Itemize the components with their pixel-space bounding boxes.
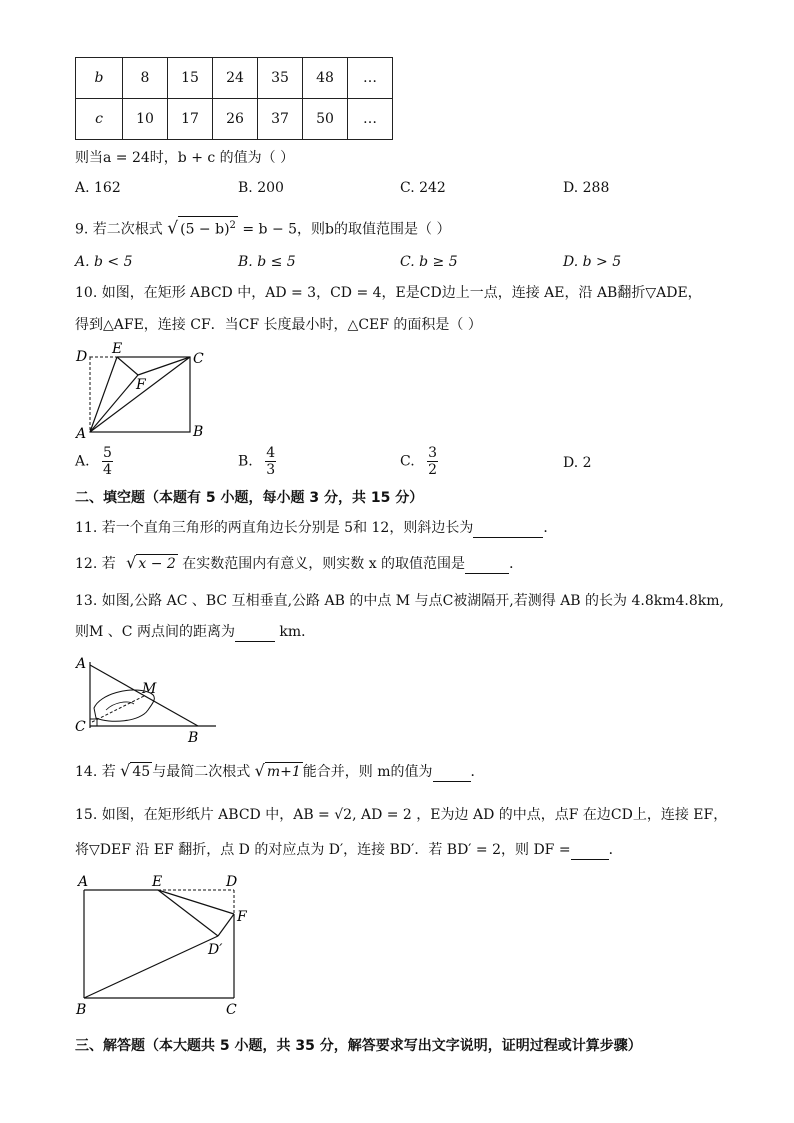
table-cell: 24 <box>213 58 258 99</box>
label-c: C <box>75 719 86 735</box>
table-row <box>76 99 393 140</box>
label-a: A <box>78 874 89 890</box>
q9-expr: (5 − b) <box>180 221 230 238</box>
q13-unit: km． <box>279 624 316 640</box>
section-3-heading: 三、解答题（本大题共 5 小题，共 35 分，解答要求写出文字说明，证明过程或计算步骤） <box>75 1038 642 1054</box>
q9-option-d: D. b > 5 <box>563 254 622 270</box>
q9-option-b: B. b ≤ 5 <box>238 254 296 270</box>
q10-figure <box>72 342 212 442</box>
table-cell: 26 <box>213 99 258 140</box>
q14: 14. 若 √ 45 与最简二次根式 √ m+1 能合并，则 m的值为 ． <box>75 761 485 780</box>
answer-blank[interactable] <box>473 519 543 538</box>
label-a: A <box>76 656 87 672</box>
q15-text: 将▽DEF 沿 EF 翻折，点 D 的对应点为 D′，连接 BD′．若 BD′ = 2，则 DF = <box>75 842 571 858</box>
q8-option-c: C. 242 <box>400 180 446 196</box>
denominator: 3 <box>266 462 276 478</box>
table-cell: 8 <box>123 58 168 99</box>
answer-blank[interactable] <box>465 555 509 574</box>
q15-figure <box>72 870 262 1020</box>
answer-blank[interactable] <box>433 763 471 782</box>
q12: 12. 若 √ x − 2 在实数范围内有意义，则实数 x 的取值范围是 ． <box>75 553 524 572</box>
label-f: F <box>136 377 146 393</box>
table-row <box>76 58 393 99</box>
denominator: 2 <box>428 462 438 478</box>
label-e: E <box>152 874 163 890</box>
q14-mid: 与最简二次根式 <box>152 764 251 780</box>
label-a: A <box>76 426 87 442</box>
q12-radicand: x − 2 <box>138 556 176 572</box>
q14-prefix: 14. 若 <box>75 764 116 780</box>
q10-option-c <box>400 445 438 478</box>
q12-suffix: 在实数范围内有意义，则实数 x 的取值范围是 <box>182 556 466 572</box>
data-table <box>75 57 393 140</box>
label-d: D <box>226 874 238 890</box>
q13-text: 则M 、C 两点间的距离为 <box>75 624 235 640</box>
section-2-heading: 二、填空题（本题有 5 小题，每小题 3 分，共 15 分） <box>75 490 424 506</box>
q14-radical-2: m+1 <box>266 764 301 780</box>
option-label: C. <box>400 453 415 470</box>
table-cell: b <box>76 58 123 99</box>
q9-option-a: A. b < 5 <box>75 254 133 270</box>
q14-suffix: 能合并，则 m的值为 <box>302 764 433 780</box>
q8-stem: 则当a = 24时，b + c 的值为（ ） <box>75 150 295 166</box>
q13-figure <box>70 650 230 745</box>
table-cell: 50 <box>303 99 348 140</box>
table-cell: c <box>76 99 123 140</box>
q15-line2: 将▽DEF 沿 EF 翻折，点 D 的对应点为 D′，连接 BD′．若 BD′ = 2，则 DF = ． <box>75 842 623 858</box>
label-c: C <box>226 1002 237 1018</box>
table-cell: 10 <box>123 99 168 140</box>
q8-option-a: A. 162 <box>75 180 121 196</box>
q10-option-b <box>238 445 276 478</box>
label-d-prime: D′ <box>208 942 223 958</box>
q9-suffix: = b − 5，则b的取值范围是（ ） <box>242 221 451 238</box>
numerator: 4 <box>266 445 276 461</box>
q8-option-b: B. 200 <box>238 180 284 196</box>
q15-line1: 15. 如图，在矩形纸片 ABCD 中，AB = √2, AD = 2 ，E为边 AD 的中点，点F 在边CD上，连接 EF， <box>75 807 728 823</box>
q13-line2 <box>75 623 315 642</box>
table-cell: 15 <box>168 58 213 99</box>
q9-option-c: C. b ≥ 5 <box>400 254 458 270</box>
label-b: B <box>76 1002 87 1018</box>
label-m: M <box>142 681 157 697</box>
q10-option-a <box>75 445 113 478</box>
numerator: 3 <box>428 445 438 461</box>
q10-line1: 10. 如图，在矩形 ABCD 中，AD = 3，CD = 4，E是CD边上一点，连接 AE，沿 AB翻折▽ADE， <box>75 285 702 301</box>
label-b: B <box>193 424 204 440</box>
answer-blank[interactable] <box>235 623 275 642</box>
q10-option-d: D. 2 <box>563 455 592 471</box>
label-b: B <box>188 730 199 745</box>
q9-prefix: 9. 若二次根式 <box>75 221 163 238</box>
numerator: 5 <box>103 445 112 461</box>
option-label: B. <box>238 453 253 470</box>
table-cell: 35 <box>258 58 303 99</box>
table-cell: 37 <box>258 99 303 140</box>
denominator: 4 <box>103 462 112 478</box>
q14-radical-1: 45 <box>132 764 151 780</box>
label-e: E <box>112 342 123 357</box>
table-cell: 17 <box>168 99 213 140</box>
q9-stem: 9. 若二次根式 √ $(5 - b)^2 = b - 5$，则b的取值范围是（ ） <box>75 216 450 239</box>
q12-prefix: 12. 若 <box>75 556 116 572</box>
label-d: D <box>76 349 88 365</box>
table-cell: … <box>348 58 393 99</box>
table-cell: 48 <box>303 58 348 99</box>
answer-blank[interactable] <box>571 841 609 860</box>
q11-text: 11. 若一个直角三角形的两直角边长分别是 5和 12，则斜边长为 <box>75 520 474 536</box>
label-f: F <box>237 909 247 925</box>
q8-option-d: D. 288 <box>563 180 610 196</box>
option-label: A. <box>75 453 90 470</box>
q11: 11. 若一个直角三角形的两直角边长分别是 5和 12，则斜边长为 ． <box>75 520 558 536</box>
q13-line1: 13. 如图,公路 AC 、BC 互相垂直,公路 AB 的中点 M 与点C被湖隔开,若测得 AB 的长为 4.8km4.8km, <box>75 593 724 609</box>
q10-line2: 得到△AFE，连接 CF．当CF 长度最小时，△CEF 的面积是（ ） <box>75 317 482 333</box>
q9-radicand: $(5 - b)^2$ <box>178 216 238 239</box>
table-cell: … <box>348 99 393 140</box>
label-c: C <box>193 351 204 367</box>
